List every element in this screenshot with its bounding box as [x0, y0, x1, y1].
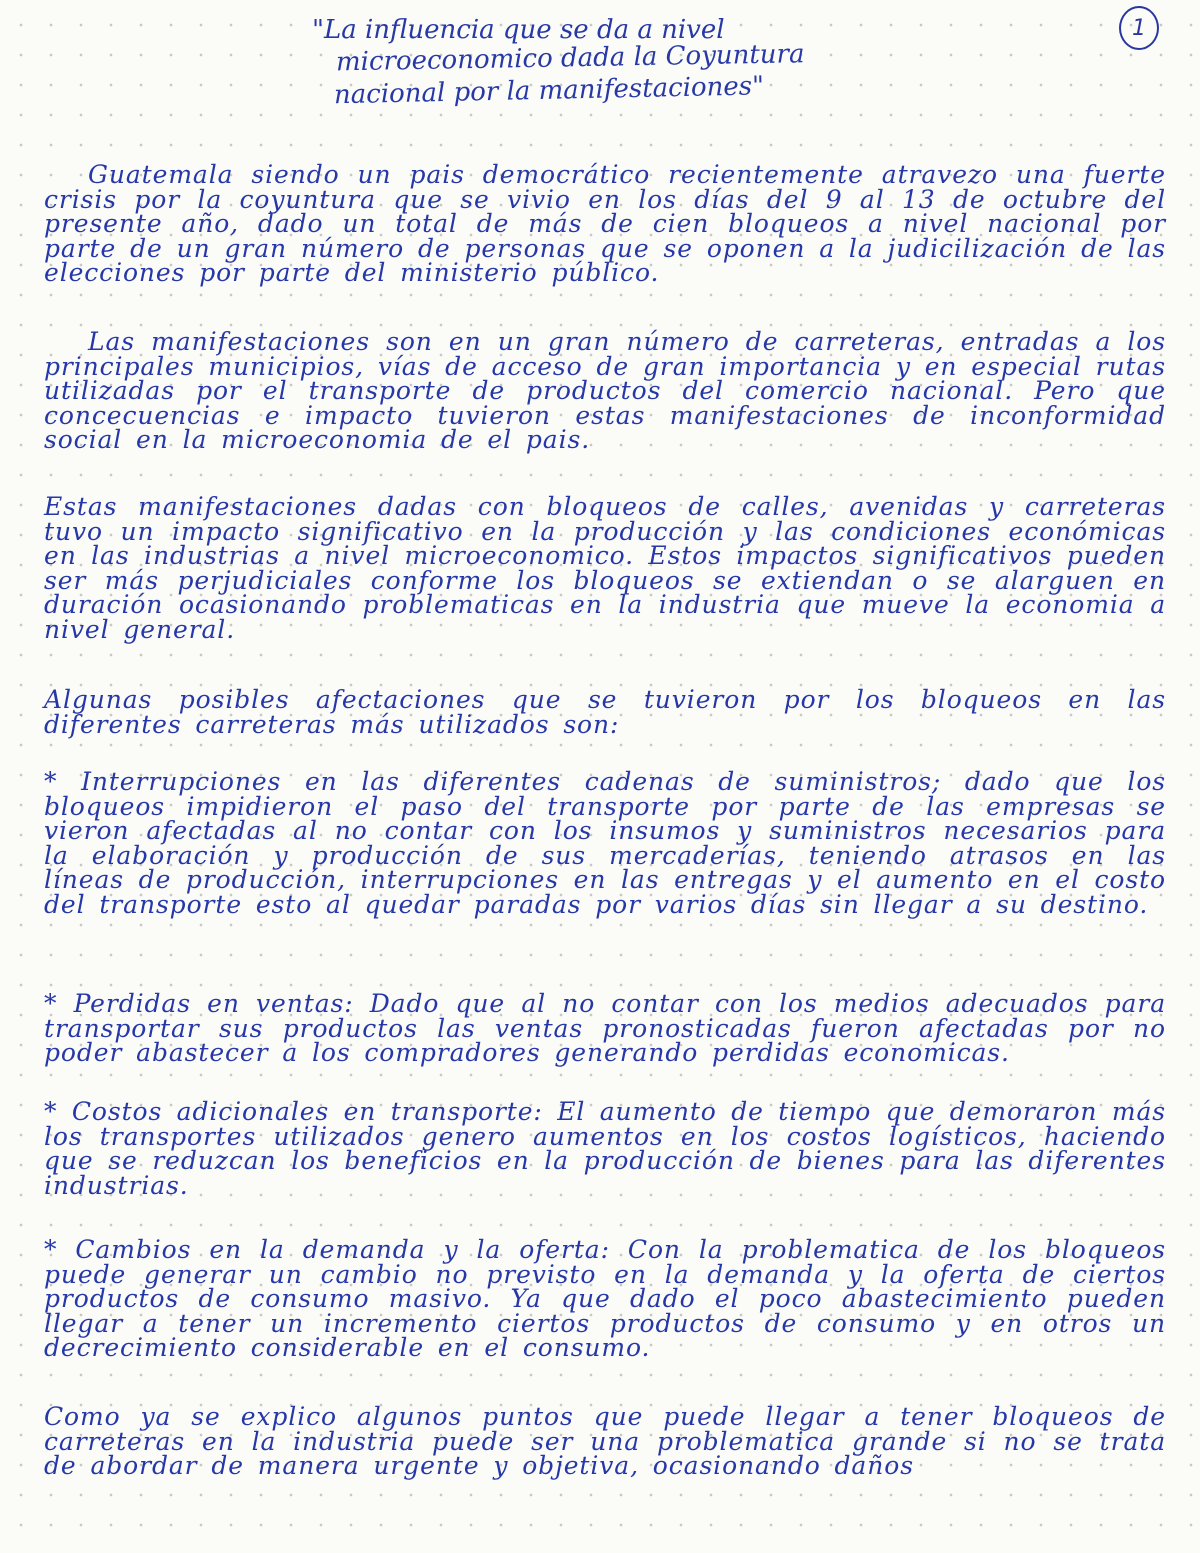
page-number-value: 1	[1132, 15, 1146, 41]
title-line-3: nacional por la manifestaciones"	[333, 71, 765, 111]
bullet-sales-losses: * Perdidas en ventas: Dado que al no contar con los medios adecuados para transportar sus productos las ventas pronosticadas fueron afectadas por no poder abastecer a los compradores generando perdidas economicas.	[44, 989, 1166, 1067]
paragraph-intro: Guatemala siendo un pais democrático recientemente atravezo una fuerte crisis por la coyuntura que se vivio en los días del 9 al 13 de octubre del presente año, dado un total de más de cien bloqueos a nivel nacional por parte de un gran número de personas que se oponen a la judicilización de las elecciones por parte del ministerio público.	[44, 160, 1166, 287]
bullet-transport-costs: * Costos adicionales en transporte: El aumento de tiempo que demoraron más los transportes utilizados genero aumentos en los costos logísticos, haciendo que se reduzcan los beneficios en la producción de bienes para las diferentes industrias.	[44, 1097, 1166, 1200]
title-line-1: "La influencia que se da a nivel	[312, 15, 725, 45]
paragraph-manifestations: Las manifestaciones son en un gran número de carreteras, entradas a los principales municipios, vías de acceso de gran importancia y en especial rutas utilizadas por el transporte de productos del comercio nacional. Pero que concecuencias e impacto tuvieron estas manifestaciones de inconformidad social en la microeconomia de el pais.	[44, 327, 1166, 454]
essay-title	[300, 14, 860, 113]
bullet-demand-supply: * Cambios en la demanda y la oferta: Con la problematica de los bloqueos puede generar un cambio no previsto en la demanda y la oferta de ciertos productos de consumo masivo. Ya que dado el poco abastecimiento pueden llegar a tener un incremento ciertos productos de consumo y en otros un decrecimiento considerable en el consumo.	[44, 1235, 1166, 1362]
paragraph-affectations-intro: Algunas posibles afectaciones que se tuvieron por los bloqueos en las diferentes carreteras más utilizados son:	[44, 685, 1166, 739]
page-number	[1119, 6, 1159, 50]
paragraph-conclusion: Como ya se explico algunos puntos que puede llegar a tener bloqueos de carreteras en la industria puede ser una problematica grande si no se trata de abordar de manera urgente y objetiva, ocasionando daños	[44, 1402, 1166, 1480]
bullet-supply-chain: * Interrupciones en las diferentes cadenas de suministros; dado que los bloqueos impidieron el paso del transporte por parte de las empresas se vieron afectadas al no contar con los insumos y suministros necesarios para la elaboración y producción de sus mercaderías, teniendo atrasos en las líneas de producción, interrupciones en las entregas y el aumento en el costo del transporte esto al quedar paradas por varios días sin llegar a su destino.	[44, 767, 1166, 919]
title-line-2: microeconomico dada la Coyuntura	[335, 39, 805, 78]
paragraph-impact: Estas manifestaciones dadas con bloqueos de calles, avenidas y carreteras tuvo un impacto significativo en la producción y las condiciones económicas en las industrias a nivel microeconomico. Estos impactos significativos pueden ser más perjudiciales conforme los bloqueos se extiendan o se alarguen en duración ocasionando problematicas en la industria que mueve la economia a nivel general.	[44, 492, 1166, 644]
